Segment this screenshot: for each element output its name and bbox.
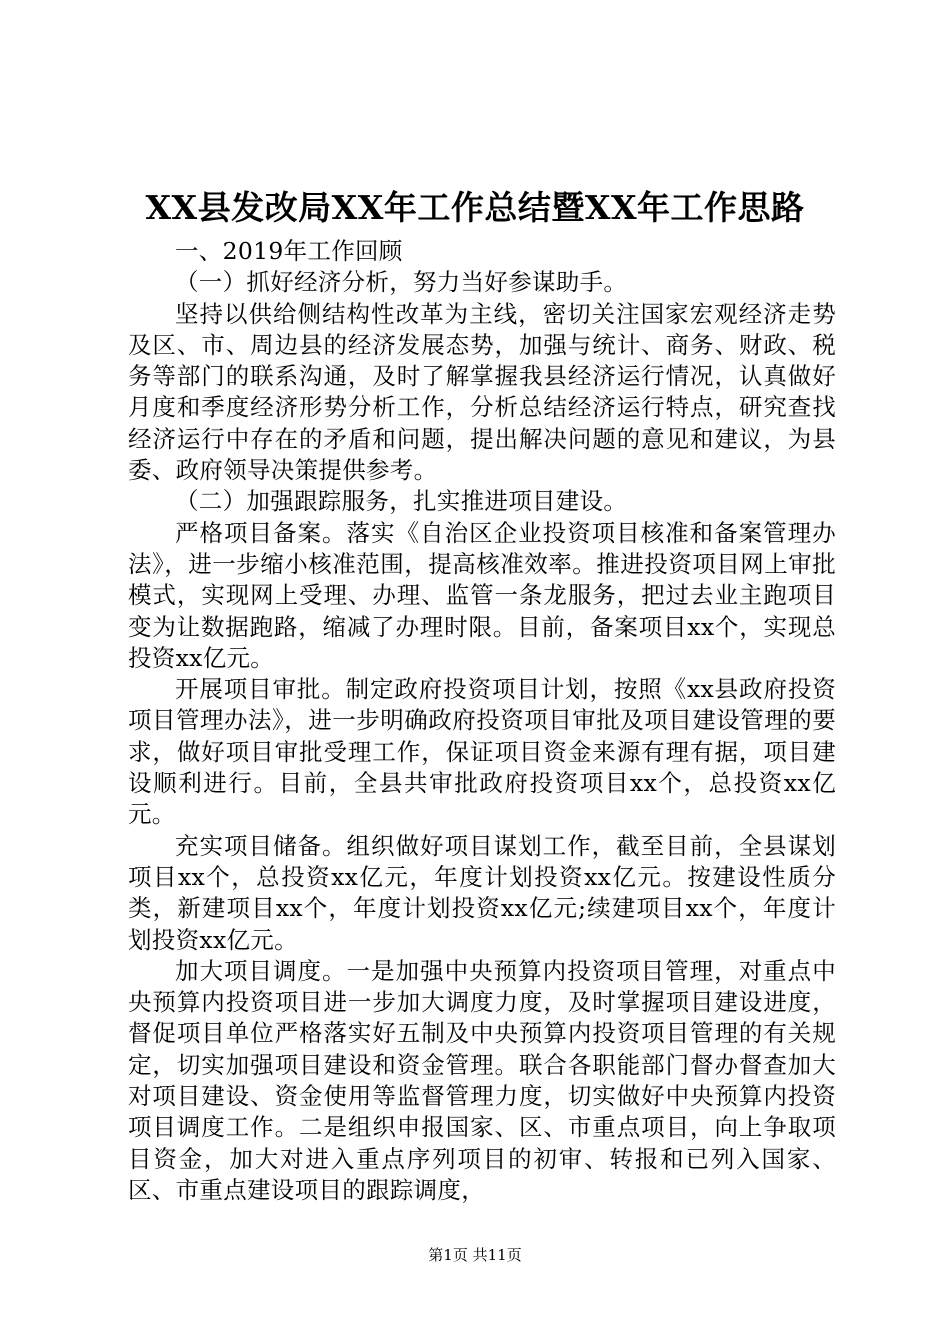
section-heading-review: 一、2019年工作回顾 <box>175 237 403 265</box>
paragraph-project-scheduling: 加大项目调度。一是加强中央预算内投资项目管理，对重点中央预算内投资项目进一步加大调度力度，及时掌握项目建设进度，督促项目单位严格落实好五制及中央预算内投资项目管理的有关规定，切实加强项目建设和资金管理。联合各职能部门督办督查加大对项目建设、资金使用等监督管理力度，切实做好中央预算内投资项目调度工作。二是组织申报国家、区、市重点项目，向上争取项目资金，加大对进入重点序列项目的初审、转报和已列入国家、区、市重点建设项目的跟踪调度， <box>128 956 836 1204</box>
paragraph-project-approval: 开展项目审批。制定政府投资项目计划，按照《xx县政府投资项目管理办法》，进一步明确政府投资项目审批及项目建设管理的要求，做好项目审批受理工作，保证项目资金来源有理有据，项目建设顺利进行。目前，全县共审批政府投资项目xx个，总投资xx亿元。 <box>128 675 836 829</box>
subsection-heading-economic-analysis: （一）抓好经济分析，努力当好参谋助手。 <box>175 268 628 297</box>
subsection-heading-project-construction: （二）加强跟踪服务，扎实推进项目建设。 <box>175 487 628 516</box>
document-body <box>128 236 836 1206</box>
page-footer: 第1页 共11页 <box>428 1246 522 1264</box>
paragraph-project-reserve: 充实项目储备。组织做好项目谋划工作，截至目前，全县谋划项目xx个，总投资xx亿元，年度计划投资xx亿元。按建设性质分类，新建项目xx个，年度计划投资xx亿元;续建项目xx个，年度计划投资xx亿元。 <box>128 831 836 954</box>
document-title: XX县发改局XX年工作总结暨XX年工作思路 <box>145 188 805 227</box>
paragraph-economic-analysis: 坚持以供给侧结构性改革为主线，密切关注国家宏观经济走势及区、市、周边县的经济发展态势，加强与统计、商务、财政、税务等部门的联系沟通，及时了解掌握我县经济运行情况，认真做好月度和季度经济形势分析工作，分析总结经济运行特点，研究查找经济运行中存在的矛盾和问题，提出解决问题的意见和建议，为县委、政府领导决策提供参考。 <box>128 299 836 485</box>
paragraph-project-filing: 严格项目备案。落实《自治区企业投资项目核准和备案管理办法》，进一步缩小核准范围，提高核准效率。推进投资项目网上审批模式，实现网上受理、办理、监管一条龙服务，把过去业主跑项目变为让数据跑路，缩减了办理时限。目前，备案项目xx个，实现总投资xx亿元。 <box>128 518 836 672</box>
